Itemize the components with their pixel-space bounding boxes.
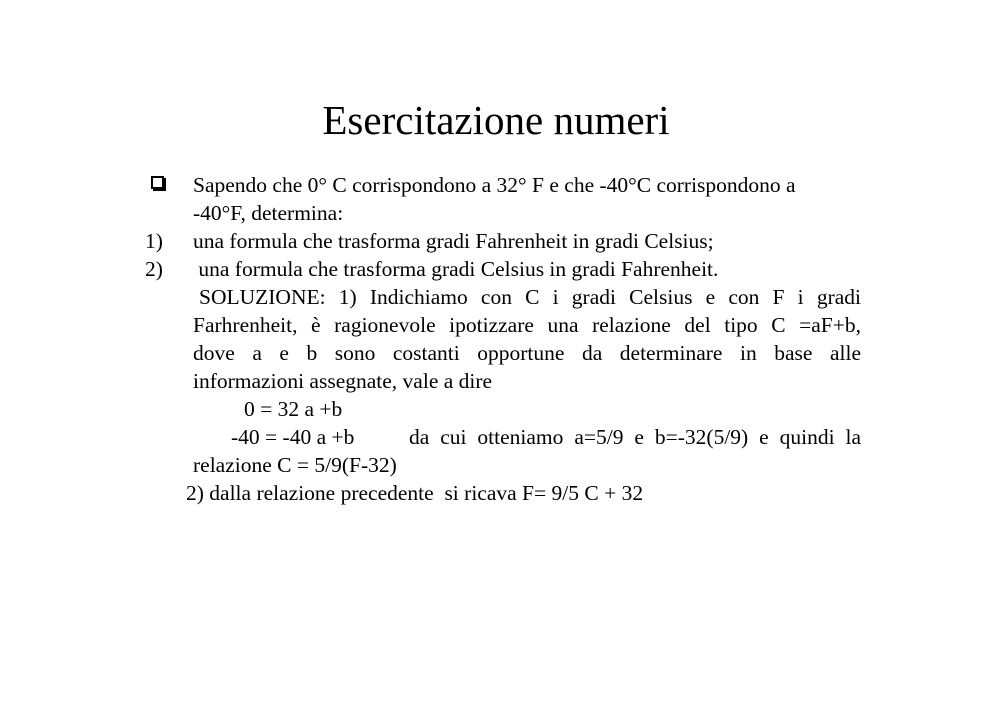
slide-title: Esercitazione numeri — [322, 97, 670, 143]
square-bullet-icon — [151, 176, 164, 189]
solution-line-3: dove a e b sono costanti opportune da determinare in base alle — [193, 341, 861, 365]
solution-line-5: relazione C = 5/9(F-32) — [193, 453, 397, 477]
solution-line-2: Farhrenheit, è ragionevole ipotizzare una relazione del tipo C =aF+b, — [193, 313, 861, 337]
item-number-2: 2) — [145, 257, 163, 281]
solution-line-4: informazioni assegnate, vale a dire — [193, 369, 493, 393]
solution-part-2: 2) dalla relazione precedente si ricava F= 9/5 C + 32 — [186, 481, 644, 505]
equation-2-tail: da cui otteniamo a=5/9 e b=-32(5/9) e quindi la — [409, 425, 861, 449]
equation-2: -40 = -40 a +b — [231, 425, 355, 449]
item-number-1: 1) — [145, 229, 163, 253]
item-text-1: una formula che trasforma gradi Fahrenheit in gradi Celsius; — [193, 229, 714, 253]
problem-line-1: Sapendo che 0° C corrispondono a 32° F e che -40°C corrispondono a — [193, 173, 796, 197]
problem-line-2: -40°F, determina: — [193, 201, 344, 225]
solution-line-1: SOLUZIONE: 1) Indichiamo con C i gradi Celsius e con F i gradi — [199, 285, 861, 309]
equation-1: 0 = 32 a +b — [244, 397, 343, 421]
item-text-2: una formula che trasforma gradi Celsius in gradi Fahrenheit. — [193, 257, 719, 281]
